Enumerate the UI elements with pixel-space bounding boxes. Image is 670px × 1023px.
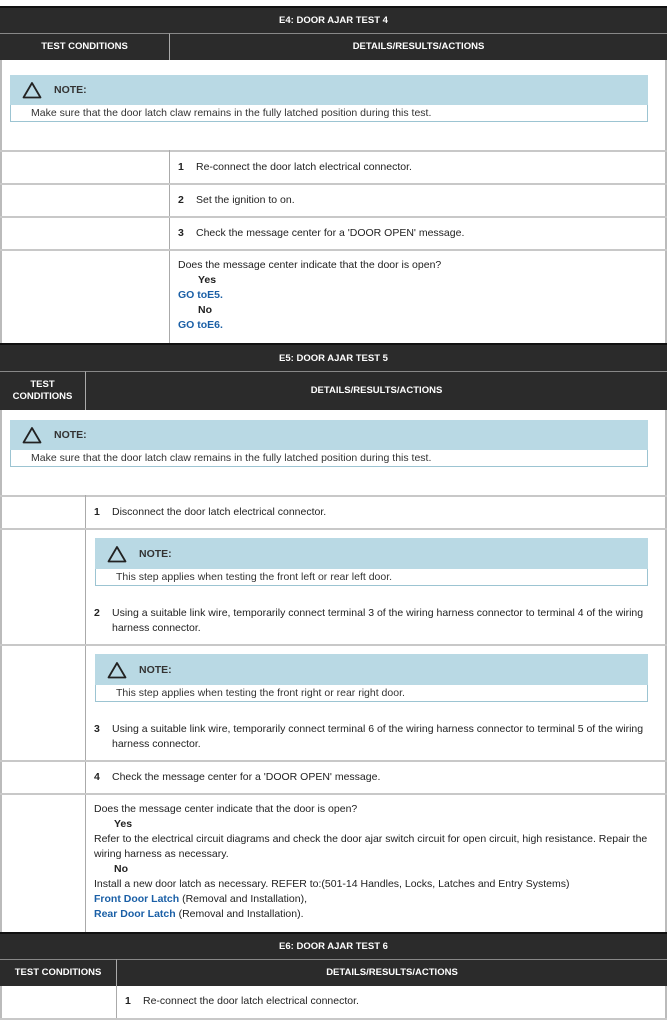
e5-no-label: No — [114, 863, 128, 875]
e4-step-1 — [178, 160, 658, 175]
e4-note-header — [10, 75, 648, 105]
e4-yes-label: Yes — [198, 274, 217, 286]
step-text: Using a suitable link wire, temporarily connect terminal 3 of the wiring harness connector to terminal 4 of the wiring harness connector. — [112, 607, 644, 634]
column-separator — [85, 495, 86, 932]
divider — [0, 528, 667, 530]
e5-col1-line1: TEST — [30, 379, 55, 390]
e4-title: E4: DOOR AJAR TEST 4 — [0, 6, 667, 33]
step-number: 3 — [94, 723, 100, 735]
step-text: Check the message center for a 'DOOR OPEN' message. — [196, 227, 465, 239]
warning-triangle-icon — [107, 661, 127, 679]
e4-note-text: Make sure that the door latch claw remains in the fully latched position during this test. — [31, 107, 432, 119]
e5-step2-note-label: NOTE: — [139, 547, 172, 560]
e5-step2-note-text: This step applies when testing the front left or rear left door. — [116, 571, 393, 583]
e5-step-4 — [94, 770, 654, 785]
e5-step-1 — [94, 505, 654, 520]
step-number: 3 — [178, 227, 184, 239]
step-number: 4 — [94, 771, 100, 783]
e6-col-test-conditions: TEST CONDITIONS — [0, 959, 116, 986]
e4-step-2 — [178, 193, 658, 208]
rear-door-latch-link[interactable]: Rear Door Latch — [94, 908, 176, 920]
e5-question: Does the message center indicate that the door is open? — [94, 803, 358, 815]
step-number: 1 — [125, 995, 131, 1007]
step-text: Re-connect the door latch electrical connector. — [196, 161, 412, 173]
e4-col-test-conditions: TEST CONDITIONS — [0, 33, 169, 60]
step-number: 1 — [94, 506, 100, 518]
step-text: Check the message center for a 'DOOR OPEN' message. — [112, 771, 381, 783]
e6-col-details: DETAILS/RESULTS/ACTIONS — [116, 959, 667, 986]
divider — [0, 1018, 667, 1020]
column-separator — [169, 150, 170, 343]
e6-title: E6: DOOR AJAR TEST 6 — [0, 932, 667, 959]
divider — [0, 793, 667, 795]
e5-col-test-conditions — [0, 371, 85, 410]
step-text: Re-connect the door latch electrical connector. — [143, 995, 359, 1007]
step-number: 1 — [178, 161, 184, 173]
e5-yes-label: Yes — [114, 818, 133, 830]
e5-rear-door-latch-line — [94, 907, 304, 922]
divider — [0, 183, 667, 185]
divider — [0, 644, 667, 646]
e5-step2-note-header — [95, 538, 648, 569]
e5-yes-text: Refer to the electrical circuit diagrams and check the door ajar switch circuit for open circuit, high resistance. Repair the wiring harness as necessary. — [94, 833, 648, 860]
e5-step3-note-header — [95, 654, 648, 685]
e4-goto-e5-link[interactable]: GO toE5. — [178, 289, 223, 301]
e5-note-label: NOTE: — [54, 429, 87, 441]
e6-step-1 — [125, 994, 655, 1009]
e4-goto-e6-link[interactable]: GO toE6. — [178, 319, 223, 331]
e5-note-header — [10, 420, 648, 450]
step-text: Using a suitable link wire, temporarily connect terminal 6 of the wiring harness connector to terminal 5 of the wiring harness connector. — [112, 723, 644, 750]
e5-no-text: Install a new door latch as necessary. REFER to:(501-14 Handles, Locks, Latches and Entry Systems) — [94, 878, 570, 890]
e5-step2-note-body — [95, 569, 648, 586]
column-separator — [116, 986, 117, 1019]
e5-step3-note-text: This step applies when testing the front right or rear right door. — [116, 687, 405, 699]
e5-step3-note-body — [95, 685, 648, 702]
e5-note-text: Make sure that the door latch claw remains in the fully latched position during this test. — [31, 452, 432, 464]
e4-question: Does the message center indicate that the door is open? — [178, 259, 442, 271]
e5-step-3 — [94, 722, 656, 752]
divider — [0, 495, 667, 497]
step-number: 2 — [178, 194, 184, 206]
link2-suffix: (Removal and Installation). — [175, 908, 304, 920]
divider — [0, 150, 667, 152]
warning-triangle-icon — [22, 426, 42, 444]
e4-step-3 — [178, 226, 658, 241]
e4-no-label: No — [198, 304, 212, 316]
divider — [0, 249, 667, 251]
step-number: 2 — [94, 607, 100, 619]
e4-col-details: DETAILS/RESULTS/ACTIONS — [169, 33, 667, 60]
warning-triangle-icon — [107, 545, 127, 563]
e5-step-2 — [94, 606, 656, 636]
divider — [0, 760, 667, 762]
front-door-latch-link[interactable]: Front Door Latch — [94, 893, 180, 905]
step-text: Disconnect the door latch electrical connector. — [112, 506, 327, 518]
e5-col-details: DETAILS/RESULTS/ACTIONS — [85, 371, 667, 410]
warning-triangle-icon — [22, 81, 42, 99]
e4-note-label: NOTE: — [54, 84, 87, 96]
step-text: Set the ignition to on. — [196, 194, 295, 206]
e5-front-door-latch-line — [94, 892, 307, 907]
divider — [0, 216, 667, 218]
e5-note-body — [10, 450, 648, 467]
link1-suffix: (Removal and Installation), — [179, 893, 307, 905]
e5-step3-note-label: NOTE: — [139, 663, 172, 676]
e4-note-body — [10, 105, 648, 122]
e5-title: E5: DOOR AJAR TEST 5 — [0, 343, 667, 371]
e5-col1-line2: CONDITIONS — [12, 391, 73, 402]
